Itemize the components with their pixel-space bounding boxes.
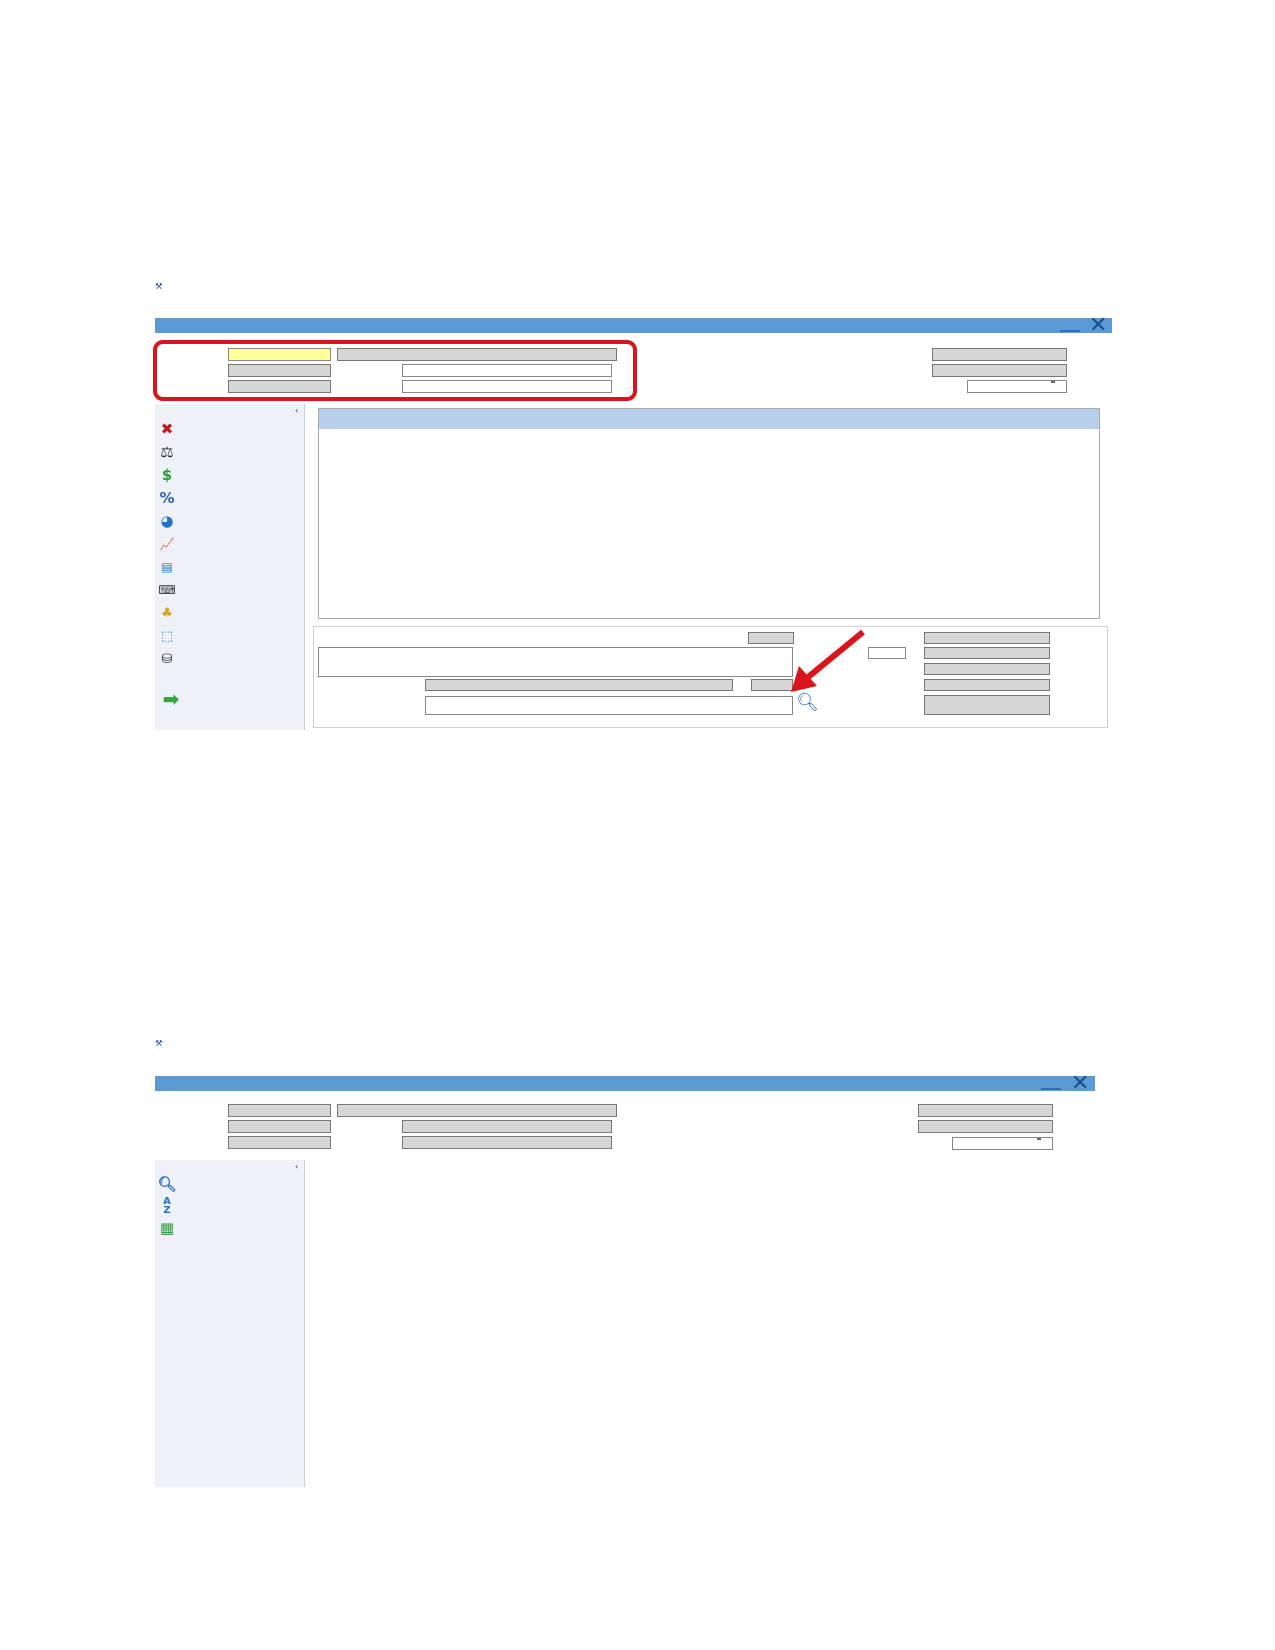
- total-field: [924, 695, 1050, 715]
- proveedor-name-field: [337, 1104, 617, 1117]
- menu-f6-historico[interactable]: [157, 510, 177, 532]
- descuento-pct-input[interactable]: [868, 647, 906, 659]
- menu-collapse-icon[interactable]: ‹: [295, 1162, 299, 1171]
- database-icon: ⛁: [161, 651, 173, 667]
- close-icon[interactable]: ✕: [1089, 313, 1108, 338]
- window-minimize-line[interactable]: [1060, 330, 1080, 332]
- boxes-icon: ▦: [159, 1219, 175, 1237]
- menu-f7-estadistica[interactable]: [157, 533, 177, 555]
- window-titlebar: [155, 1076, 1095, 1091]
- impuesto-field: [924, 679, 1050, 691]
- menu-f3-ordenar-por[interactable]: [157, 1195, 177, 1217]
- moneda-select[interactable]: [425, 679, 733, 691]
- menu-f5-desc-porcentaje[interactable]: [157, 487, 177, 509]
- keyboard-icon: ⌨: [158, 583, 176, 597]
- side-menu: [155, 404, 305, 730]
- descuento-field: [924, 647, 1050, 659]
- dollar-icon: $: [161, 466, 173, 484]
- menu-f12-recuperar[interactable]: [157, 648, 177, 670]
- sucursal-field: [918, 1120, 1053, 1133]
- search-icon[interactable]: 🔍︎: [796, 692, 819, 713]
- articles-grid[interactable]: [318, 408, 1100, 619]
- screenshot-orden-compra: [155, 278, 1112, 730]
- window-minimize-line[interactable]: [1041, 1088, 1061, 1090]
- estacion-field: [918, 1104, 1053, 1117]
- comentarios-input[interactable]: [318, 647, 793, 677]
- articles-grid-header: [319, 409, 1099, 429]
- menu-f9-lista-atajos[interactable]: [157, 579, 177, 601]
- tree-icon: ♣: [161, 605, 173, 621]
- search-icon: 🔍︎: [157, 1175, 177, 1193]
- arrow-to-search-icon: [787, 628, 867, 696]
- app-logo-icon: ⚒: [155, 282, 163, 292]
- close-x-icon: ✖: [160, 420, 174, 438]
- cond-credito-select[interactable]: [228, 1136, 331, 1149]
- menu-f10-datos-adicionales[interactable]: [157, 602, 177, 624]
- calendar-icon[interactable]: [1037, 1138, 1041, 1140]
- menu-f2-buscar-por[interactable]: [157, 1173, 177, 1195]
- percent-icon: %: [159, 489, 175, 507]
- dias-credito-input[interactable]: [402, 1136, 612, 1149]
- menu-collapse-icon[interactable]: ‹: [295, 406, 299, 415]
- estacion-field: [932, 348, 1067, 361]
- doc-destino-select[interactable]: [228, 1120, 331, 1133]
- menu-f7-unidades-inventario[interactable]: [157, 1217, 177, 1239]
- pie-chart-icon: ◕: [160, 512, 174, 530]
- referencia-input[interactable]: [402, 1120, 612, 1133]
- menu-esc-continuar[interactable]: [157, 688, 185, 710]
- printer-icon: ▤: [161, 560, 173, 574]
- window-titlebar: [155, 318, 1112, 333]
- scale-icon: ⚖: [160, 443, 174, 461]
- menu-f11-manipular-partida[interactable]: [157, 625, 177, 647]
- gastos-field: [924, 663, 1050, 675]
- screenshot-busqueda-articulos: [155, 1035, 1095, 1487]
- side-menu: [155, 1160, 305, 1487]
- codigo-barras-input[interactable]: [425, 696, 793, 715]
- calendar-icon[interactable]: [1051, 381, 1055, 383]
- subtotal-field: [924, 632, 1050, 644]
- menu-f4-modificar-precio[interactable]: [157, 464, 177, 486]
- sucursal-field: [932, 364, 1067, 377]
- select-icon: ⬚: [160, 628, 174, 644]
- app-logo-icon: ⚒: [155, 1039, 163, 1049]
- arrow-right-icon: ➡: [162, 687, 180, 711]
- menu-f8-reimpresion[interactable]: [157, 556, 177, 578]
- menu-f2-cancelar[interactable]: [157, 418, 177, 440]
- menu-f3-cantidad[interactable]: [157, 441, 177, 463]
- highlight-header-box: [153, 340, 637, 401]
- close-icon[interactable]: ✕: [1071, 1071, 1090, 1096]
- az-sort-icon: A Z: [163, 1196, 171, 1216]
- line-chart-icon: 📈: [159, 537, 175, 551]
- proveedor-code-field: [228, 1104, 331, 1117]
